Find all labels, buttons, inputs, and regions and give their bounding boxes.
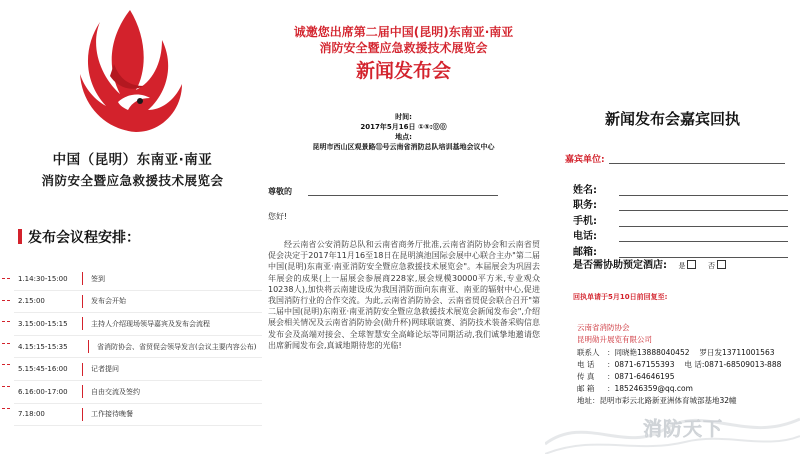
agenda-desc: 省消防协会、省贸促会领导发言(会议主要内容公布) [97,342,257,351]
invite-line2: 消防安全暨应急救援技术展览会 [319,41,488,55]
time-label: 时间: [395,113,412,121]
invitation-body: 经云南省公安消防总队和云南省商务厅批准,云南省消防协会和云南省贸促会决定于2017年11月16至18日在昆明滇池国际会展中心联合主办"第二届中国(昆明)东南亚·南亚消防安全暨应急救援技术展览会"。本届展会为巩固去年展会的成果(上一届展会参展商228家,展会规模30000平方米,专业观众10238人),加快将云南建设成为我国消防面向东南亚、南亚的辐射中心,促进我国消防行业的合作交流。为此,云南省消防协会、云南省贸促会联合召开"第二届中国(昆明)东南亚·南亚消防安全暨应急救援技术展览会新闻发布会",介绍展会相关情况及云南省消防协会(勋升杯)网球联谊赛、消防技术装备采购信息发布会及高端对接会、全球智慧安全高峰论坛等同期活动,我们诚挚地邀请您出席新闻发布会,真诚地期待您的光临! [268,240,540,350]
agenda-heading: 发布会议程安排： [18,227,140,247]
invite-line1: 诚邀您出席第二届中国(昆明)东南亚·南亚 [293,25,514,39]
watermark: 消防天下 [643,418,724,440]
invitation-header [262,24,545,83]
agenda-item [14,336,262,359]
hello-text: 您好! [268,212,288,221]
guest-unit-field: 嘉宾单位: [565,152,785,165]
agenda-desc: 工作接待晚餐 [91,410,133,419]
agenda-time: 6.16:00-17:00 [18,387,68,396]
salutation-blank [308,195,498,196]
agenda-item [14,291,262,314]
place-value: 昆明市西山区观景路⑪号云南省消防总队培训基地会议中心 [312,143,495,151]
hotel-no-checkbox[interactable] [717,260,726,269]
fax-row: 传 真 ：0871-64646195 [577,371,675,381]
agenda-desc: 主持人介绍现场领导嘉宾及发布会流程 [91,319,210,328]
rsvp-panel [545,0,800,454]
email-field: 邮箱: [573,242,788,258]
agenda-item [14,381,262,404]
time-value: 2017年5月16日 ①⑤:⓪⓪ [360,123,447,131]
name-blank[interactable] [619,185,788,196]
event-meta [262,112,545,152]
agenda-panel [0,0,262,454]
agenda-desc: 记者提问 [91,365,119,374]
rsvp-title: 新闻发布会嘉宾回执 [604,110,740,128]
title-blank[interactable] [619,200,788,211]
contact-person-row: 联系人 ：同晓艳13888040452 罗日发13711001563 [577,348,775,357]
organizer-2: 昆明勋升展览有限公司 [577,334,652,344]
place-label: 地点: [395,133,412,141]
hotel-question: 是否需协助预定酒店: 是 否 [573,256,726,271]
mobile-blank[interactable] [619,216,788,227]
rsvp-form [573,180,788,258]
heading-accent-bar [18,229,22,244]
agenda-item [14,313,262,336]
invitation-panel [262,0,545,454]
agenda-time: 4.15:15-15:35 [18,342,68,351]
email-row: 邮 箱 ：185246359@qq.com [577,383,693,393]
agenda-desc: 自由交流及签约 [91,387,140,396]
agenda-item [14,404,262,427]
phoenix-logo [70,6,190,136]
expo-title-line1: 中国（昆明）东南亚·南亚 [52,152,213,168]
phone-blank[interactable] [619,231,788,242]
agenda-desc: 发布会开始 [91,297,126,306]
expo-title [10,148,255,189]
organizers [577,322,652,345]
agenda-time: 7.18:00 [18,410,45,419]
title-field: 职务: [573,196,788,212]
address-row: 地址：昆明市彩云北路新亚洲体育城部基地32幢 [577,395,737,405]
invite-title: 新闻发布会 [355,60,451,82]
hotel-yes-option[interactable]: 是 [678,262,696,270]
agenda-time: 1.14:30-15:00 [18,274,68,283]
agenda-time: 5.15:45-16:00 [18,365,68,374]
guest-unit-blank[interactable] [609,163,785,164]
mobile-field: 手机: [573,211,788,227]
organizer-1: 云南省消防协会 [577,323,630,332]
agenda-item [14,268,262,291]
hotel-yes-checkbox[interactable] [687,260,696,269]
hotel-no-option[interactable]: 否 [708,262,726,270]
name-field: 姓名: [573,180,788,196]
phone-field: 电话: [573,227,788,243]
agenda-list [14,268,262,426]
agenda-desc: 签到 [91,274,105,283]
agenda-time: 3.15:00-15:15 [18,319,68,328]
salutation: 尊敬的 [268,186,498,197]
expo-title-line2: 消防安全暨应急救援技术展览会 [41,173,224,188]
agenda-bullets [2,268,10,419]
agenda-time: 2.15:00 [18,297,45,306]
reply-deadline: 回执单请于5月10日前回复至: [573,293,668,301]
agenda-item [14,358,262,381]
phone-row: 电 话 ：0871-67155393 电 话:0871-68509013-888 [577,359,782,369]
